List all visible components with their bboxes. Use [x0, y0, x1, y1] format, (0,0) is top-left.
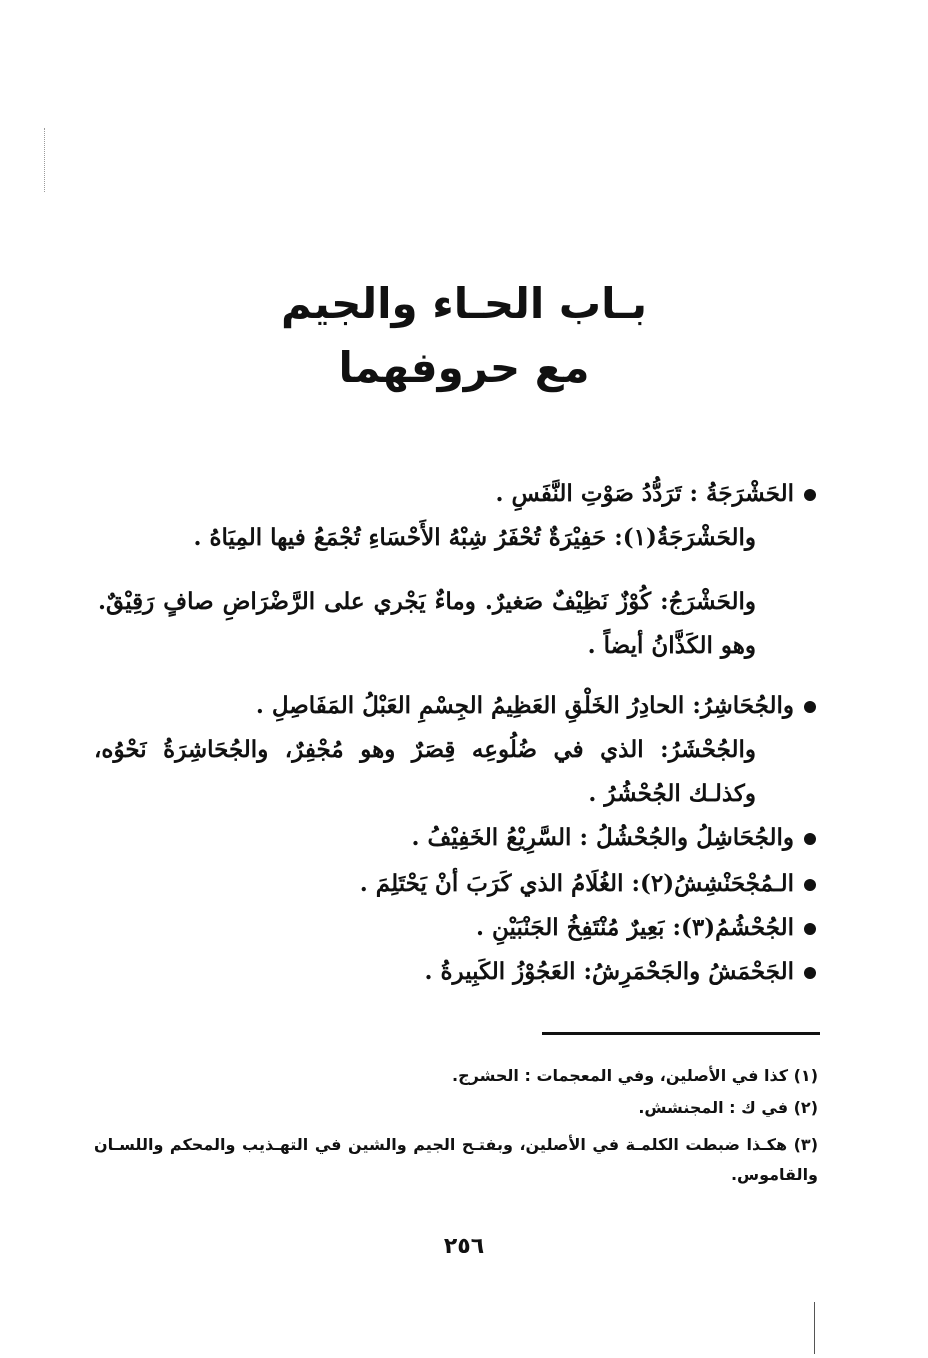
dictionary-entry-7 — [360, 862, 816, 906]
footnote-text: (٢) في ك : المجنشش. — [638, 1098, 818, 1117]
dictionary-entry-9 — [424, 950, 816, 994]
bullet-icon — [804, 879, 816, 891]
entry-text: الحَشْرَجَةُ : تَرَدُّدُ صَوْتِ النَّفَسِ . — [495, 480, 794, 507]
entry-text: الـمُجْحَنْشِشُ(٢): الغُلَامُ الذي كَرَبَ أنْ يَحْتَلِمَ . — [359, 870, 794, 897]
entry-text: والحَشْرَجَةُ(١): حَفِيْرَةٌ تُحْفَرُ شِبْهُ الأَحْسَاءِ تُجْمَعُ فيها المِيَاهُ . — [193, 524, 756, 551]
entry-text: والجُحَاشِرُ: الحادِرُ الخَلْقِ العَظِيمُ الجِسْمِ العَبْلُ المَفَاصِلِ . — [255, 692, 794, 719]
footnote-1 — [452, 1066, 818, 1085]
footnote-3 — [94, 1130, 818, 1190]
entry-text: والحَشْرَجُ: كُوْزٌ نَظِيْفٌ صَغيرٌ. وماءٌ يَجْري على الرَّضْرَاضِ صافٍ رَقِيْقٌ. وهو الكَذَّانُ أيضاً . — [98, 588, 756, 659]
dictionary-entry-5 — [94, 728, 756, 816]
footnote-separator — [542, 1032, 820, 1035]
dictionary-entry-2 — [193, 516, 756, 560]
entry-text: والجُحْشَرُ: الذي في ضُلُوعِه قِصَرٌ وهو مُجْفِرٌ، والجُحَاشِرَةُ نَحْوُه، وكذلـك الجُحْشُرُ . — [94, 736, 756, 807]
chapter-title — [120, 272, 808, 400]
scan-margin-mark — [44, 128, 45, 192]
bullet-icon — [804, 489, 816, 501]
entry-text: الجُحْشُمُ(٣): بَعِيرٌ مُنْتَفِخُ الجَنْبَيْنِ . — [476, 914, 794, 941]
dictionary-entry-3 — [98, 580, 756, 668]
footnote-text: (١) كذا في الأصلين، وفي المعجمات : الحشرج. — [452, 1066, 818, 1085]
footnote-2 — [638, 1098, 818, 1117]
dictionary-entry-1 — [496, 472, 816, 516]
entry-text: والجُحَاشِلُ والجُحْشُلُ : السَّرِيْعُ الخَفِيْفُ . — [411, 824, 794, 851]
chapter-title-line-2: مع حروفهما — [338, 343, 590, 392]
bullet-icon — [804, 701, 816, 713]
bullet-icon — [804, 923, 816, 935]
dictionary-entry-6 — [412, 816, 816, 860]
bullet-icon — [804, 833, 816, 845]
page-number: ٢٥٦ — [443, 1234, 485, 1259]
dictionary-entry-8 — [476, 906, 816, 950]
bullet-icon — [804, 967, 816, 979]
scan-edge-mark — [814, 1302, 815, 1354]
chapter-title-line-1: بـاب الحـاء والجيم — [280, 279, 647, 328]
dictionary-entry-4 — [256, 684, 816, 728]
footnote-text: (٣) هكـذا ضبطت الكلمـة في الأصلين، وبفتـح الجيم والشين في التهـذيب والمحكم واللسـان والقاموس. — [94, 1135, 818, 1184]
entry-text: الجَحْمَشُ والجَحْمَرِشُ: العَجُوْزُ الكَبِيرةُ . — [424, 958, 794, 985]
